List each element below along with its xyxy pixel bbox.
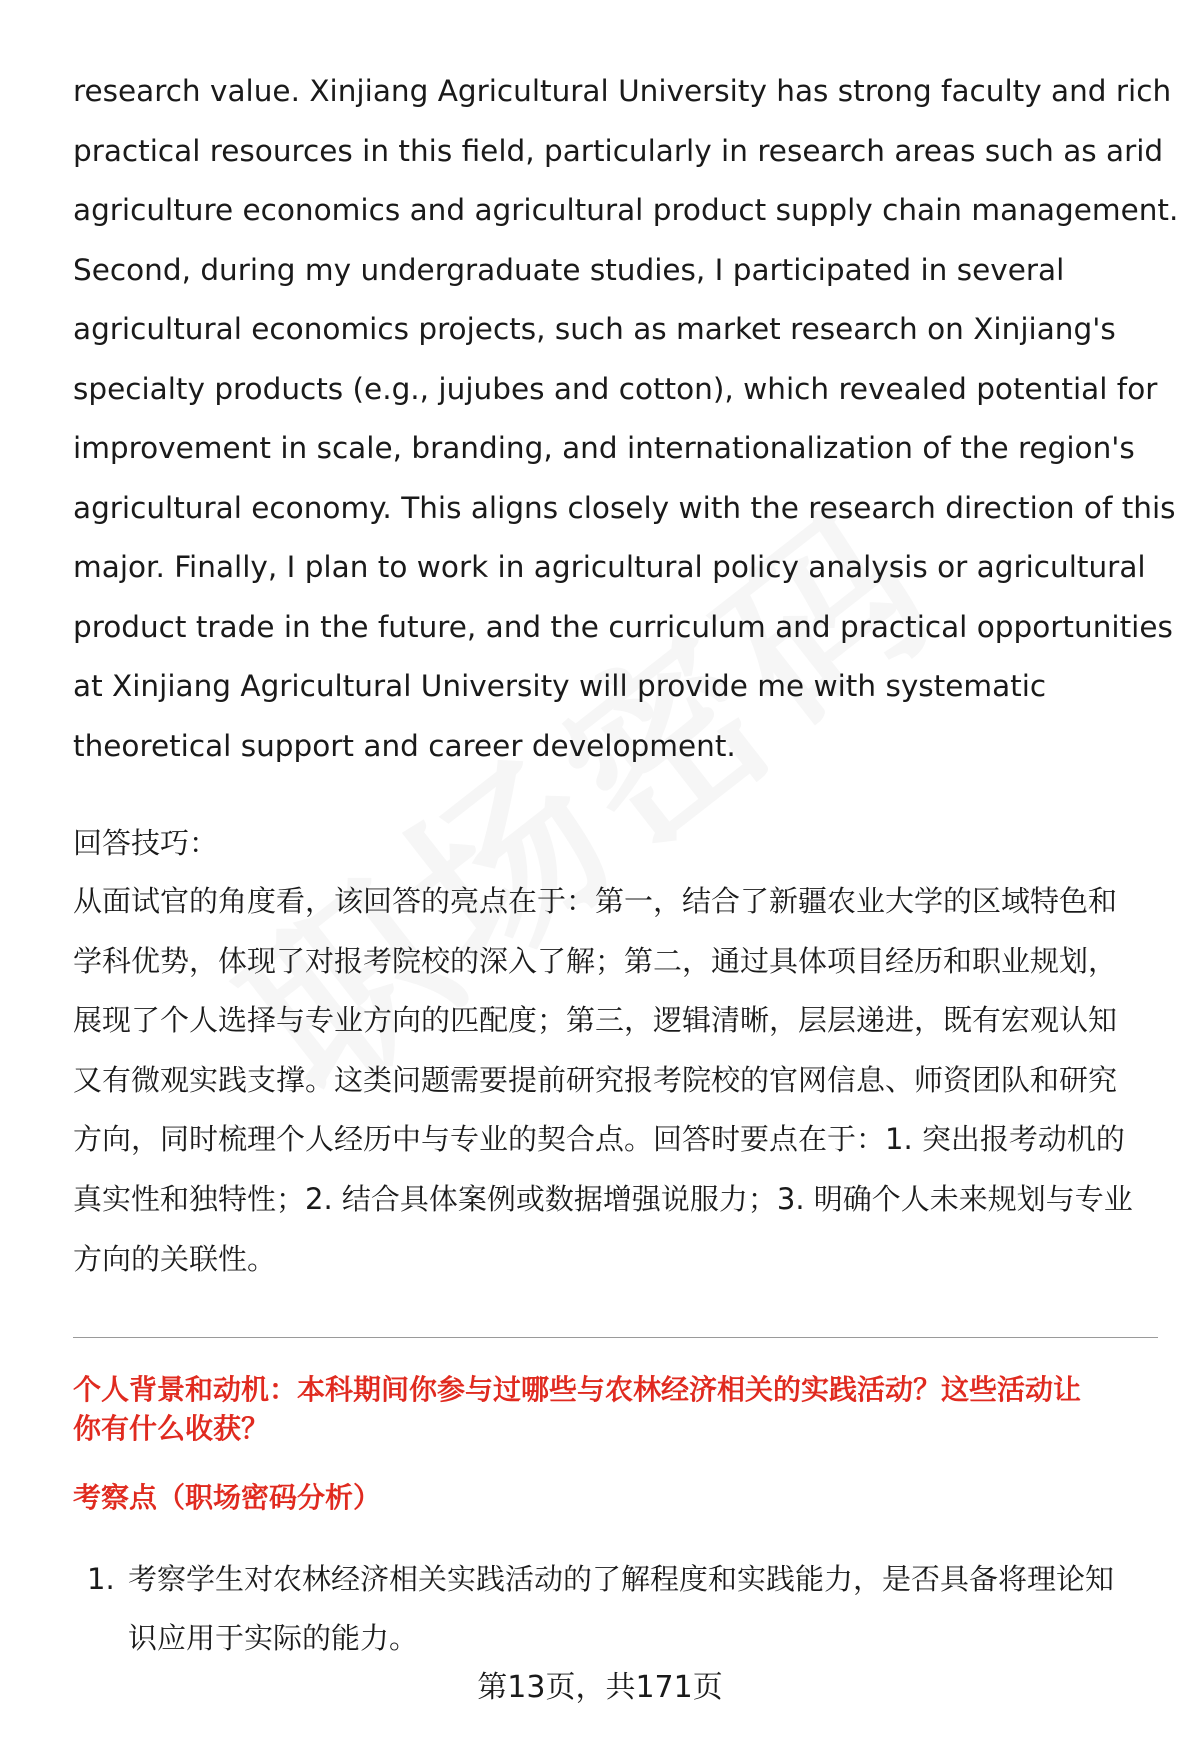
text-line: agricultural economy. This aligns closely with the research direction of this: [73, 490, 1176, 525]
text-line: product trade in the future, and the curriculum and practical opportunities: [73, 609, 1173, 644]
text-line: major. Finally, I plan to work in agricultural policy analysis or agricultural: [73, 550, 1146, 584]
text-line: theoretical support and career development.: [73, 728, 736, 763]
text-line: 方向，同时梳理个人经历中与专业的契合点。回答时要点在于：1. 突出报考动机的: [73, 1122, 1125, 1157]
list-item: [73, 1550, 1158, 1668]
tips-paragraph: [73, 872, 1158, 1289]
text-line: specialty products (e.g., jujubes and cotton), which revealed potential for: [73, 371, 1158, 406]
section-title: 考察点（职场密码分析）: [73, 1481, 382, 1515]
text-line: agricultural economics projects, such as market research on Xinjiang's: [73, 312, 1116, 346]
page-content: [73, 62, 1179, 1668]
question-heading: [73, 1370, 1158, 1448]
text-line: 个人背景和动机：本科期间你参与过哪些与农林经济相关的实践活动？这些活动让: [73, 1373, 1082, 1407]
text-line: 方向的关联性。: [73, 1241, 277, 1276]
text-line: practical resources in this field, particularly in research areas such as arid: [73, 133, 1164, 168]
section-divider: [73, 1337, 1158, 1338]
text-line: 从面试官的角度看，该回答的亮点在于：第一，结合了新疆农业大学的区域特色和: [73, 884, 1118, 918]
answer-paragraph-en: [73, 62, 1179, 776]
page-number-footer: 第13页，共171页: [477, 1670, 723, 1705]
text-line: improvement in scale, branding, and internationalization of the region's: [73, 431, 1135, 465]
text-line: at Xinjiang Agricultural University will provide me with systematic: [73, 669, 1047, 703]
text-line: 真实性和独特性；2. 结合具体案例或数据增强说服力；3. 明确个人未来规划与专业: [73, 1181, 1133, 1216]
text-line: agriculture economics and agricultural product supply chain management.: [73, 193, 1179, 227]
text-line: 考察学生对农林经济相关实践活动的了解程度和实践能力，是否具备将理论知: [128, 1562, 1115, 1597]
text-line: Second, during my undergraduate studies, I participated in several: [73, 252, 1065, 287]
text-line: 又有微观实践支撑。这类问题需要提前研究报考院校的官网信息、师资团队和研究: [73, 1062, 1118, 1097]
text-line: 识应用于实际的能力。: [128, 1621, 419, 1656]
text-line: 你有什么收获？: [73, 1412, 270, 1446]
text-line: 学科优势，体现了对报考院校的深入了解；第二，通过具体项目经历和职业规划，: [73, 943, 1118, 978]
text-line: 展现了个人选择与专业方向的匹配度；第三，逻辑清晰，层层递进，既有宏观认知: [73, 1003, 1118, 1038]
list-item-number: 1.: [87, 1562, 115, 1597]
text-line: research value. Xinjiang Agricultural University has strong faculty and rich: [73, 74, 1172, 108]
tips-heading: 回答技巧：: [73, 826, 219, 860]
assessment-points-list: [73, 1550, 1158, 1668]
